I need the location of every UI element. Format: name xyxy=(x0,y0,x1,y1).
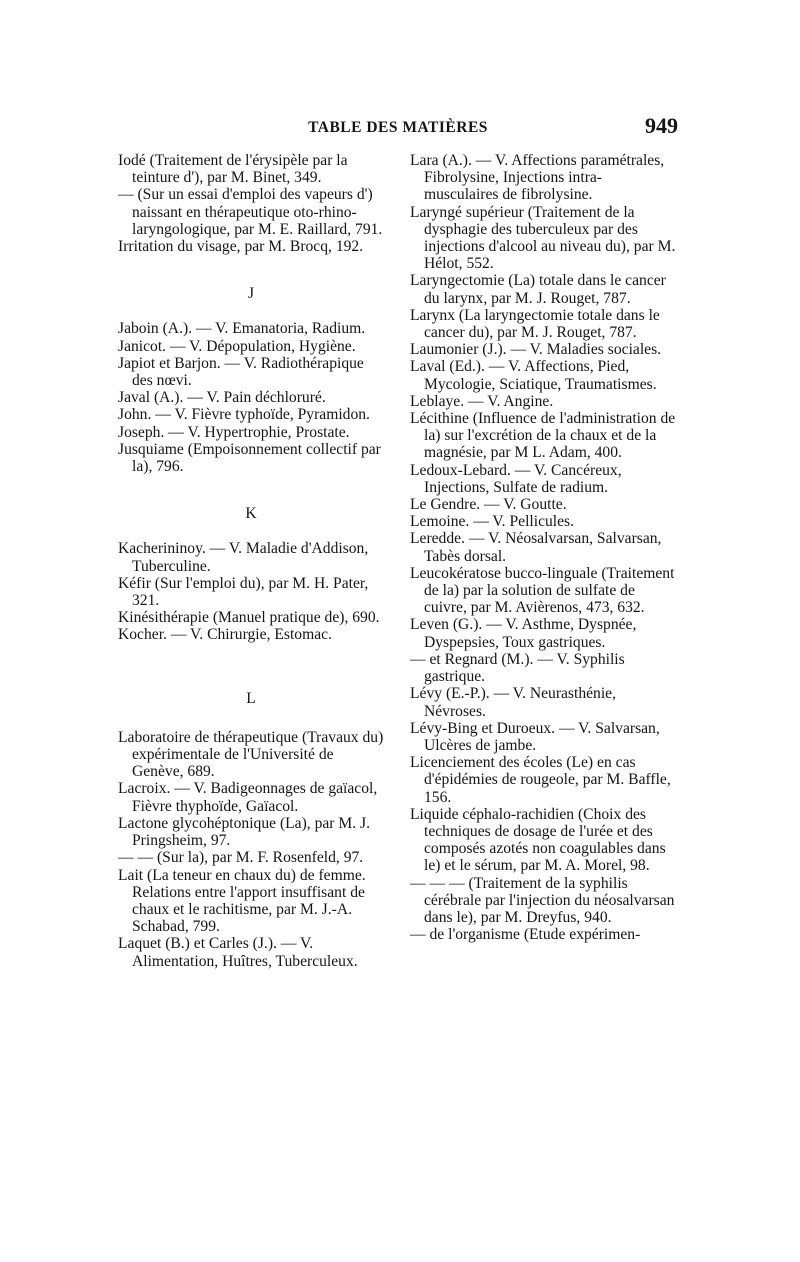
index-entry: Kacherininoy. — V. Maladie d'Addison, Tuberculine. xyxy=(118,540,369,575)
index-entry: Javal (A.). — V. Pain déchloruré. xyxy=(118,389,326,407)
index-entry: Lactone glycohéptonique (La), par M. J. Pringsheim, 97. xyxy=(118,814,371,850)
index-entry: Lécithine (Influence de l'administration de la) sur l'excrétion de la chaux et de la magnésie, par M L. Adam, 400. xyxy=(410,410,676,462)
index-entry: Licenciement des écoles (Le) en cas d'épidémies de rougeole, par M. Baffle, 156. xyxy=(410,754,671,806)
index-entry: Ledoux-Lebard. — V. Cancéreux, Injections, Sulfate de radium. xyxy=(410,461,622,496)
index-entry: Leredde. — V. Néosalvarsan, Salvarsan, Tabès dorsal. xyxy=(410,530,662,565)
index-entry: Leblaye. — V. Angine. xyxy=(410,392,554,410)
index-entry: Kinésithérapie (Manuel pratique de), 690. xyxy=(118,609,380,627)
index-entry: Lacroix. — V. Badigeonnages de gaïacol, Fièvre thyphoïde, Gaïacol. xyxy=(118,780,378,815)
index-entry: Laquet (B.) et Carles (J.). — V. Alimentation, Huîtres, Tuberculeux. xyxy=(118,935,358,970)
index-entry: Irritation du visage, par M. Brocq, 192. xyxy=(118,238,364,256)
index-entry: John. — V. Fièvre typhoïde, Pyramidon. xyxy=(118,406,370,424)
index-entry: — — (Sur la), par M. F. Rosenfeld, 97. xyxy=(118,849,364,867)
index-entry: Jaboin (A.). — V. Emanatoria, Radium. xyxy=(118,320,366,338)
index-entry: — (Sur un essai d'emploi des vapeurs d') naissant en thérapeutique oto-rhino-laryngologique, par M. E. Raillard, 791. xyxy=(118,186,383,238)
index-entry: — — — (Traitement de la syphilis cérébrale par l'injection du néosalvarsan dans le), par M. Dreyfus, 940. xyxy=(410,874,675,926)
index-entry: Kéfir (Sur l'emploi du), par M. H. Pater, 321. xyxy=(118,574,369,610)
index-entry: Lévy-Bing et Duroeux. — V. Salvarsan, Ulcères de jambe. xyxy=(410,719,660,754)
index-entry: Joseph. — V. Hypertrophie, Prostate. xyxy=(118,423,350,441)
section-letter-j: J xyxy=(247,285,255,303)
index-entry: Jusquiame (Empoisonnement collectif par la), 796. xyxy=(118,440,381,476)
index-entry: — de l'organisme (Etude expérimen- xyxy=(410,926,641,944)
index-entry: Kocher. — V. Chirurgie, Estomac. xyxy=(118,626,332,644)
index-entry: Janicot. — V. Dépopulation, Hygiène. xyxy=(118,337,356,355)
index-entry: Leucokératose bucco-linguale (Traitement de la) par la solution de sulfate de cuivre, par M. Avièrenos, 473, 632. xyxy=(410,564,675,617)
index-entry: — et Regnard (M.). — V. Syphilis gastrique. xyxy=(410,650,625,686)
index-entry: Laryngé supérieur (Traitement de la dysphagie des tuberculeux par des injections d'alcool au niveau du), par M. Hélot, 552. xyxy=(410,203,676,273)
index-entry: Iodé (Traitement de l'érysipèle par la teinture d'), par M. Binet, 349. xyxy=(118,152,348,187)
page-number: 949 xyxy=(645,113,678,138)
section-letter-l: L xyxy=(246,689,256,707)
running-title: TABLE DES MATIÈRES xyxy=(308,119,488,136)
index-entry: Liquide céphalo-rachidien (Choix des techniques de dosage de l'urée et des composés azotés non coagulables dans le) et le sérum, par M. A. Morel, 98. xyxy=(410,805,666,875)
index-entry: Lemoine. — V. Pellicules. xyxy=(410,513,575,531)
index-entry: Leven (G.). — V. Asthme, Dyspnée, Dyspepsies, Toux gastriques. xyxy=(410,616,637,651)
index-entry: Lara (A.). — V. Affections paramétrales, Fibrolysine, Injections intra-musculaires de fibrolysine. xyxy=(410,152,665,204)
index-entry: Lévy (E.-P.). — V. Neurasthénie, Névroses. xyxy=(410,685,616,720)
index-entry: Laumonier (J.). — V. Maladies sociales. xyxy=(410,341,662,359)
index-entry: Larynx (La laryngectomie totale dans le cancer du), par M. J. Rouget, 787. xyxy=(410,306,660,342)
index-entry: Laryngectomie (La) totale dans le cancer du larynx, par M. J. Rouget, 787. xyxy=(410,272,666,307)
index-entry: Le Gendre. — V. Goutte. xyxy=(410,496,567,514)
index-entry: Lait (La teneur en chaux du) de femme. Relations entre l'apport insuffisant de chaux et le rachitisme, par M. J.-A. Schabad, 799. xyxy=(118,866,366,936)
right-column xyxy=(410,152,676,943)
left-column xyxy=(118,152,384,970)
index-entry: Laval (Ed.). — V. Affections, Pied, Mycologie, Sciatique, Traumatismes. xyxy=(410,358,657,393)
section-letter-k: K xyxy=(245,505,257,523)
index-entry: Japiot et Barjon. — V. Radiothérapique des nœvi. xyxy=(118,354,364,390)
page-header xyxy=(118,113,678,143)
index-entry: Laboratoire de thérapeutique (Travaux du) expérimentale de l'Université de Genève, 689. xyxy=(118,728,384,781)
